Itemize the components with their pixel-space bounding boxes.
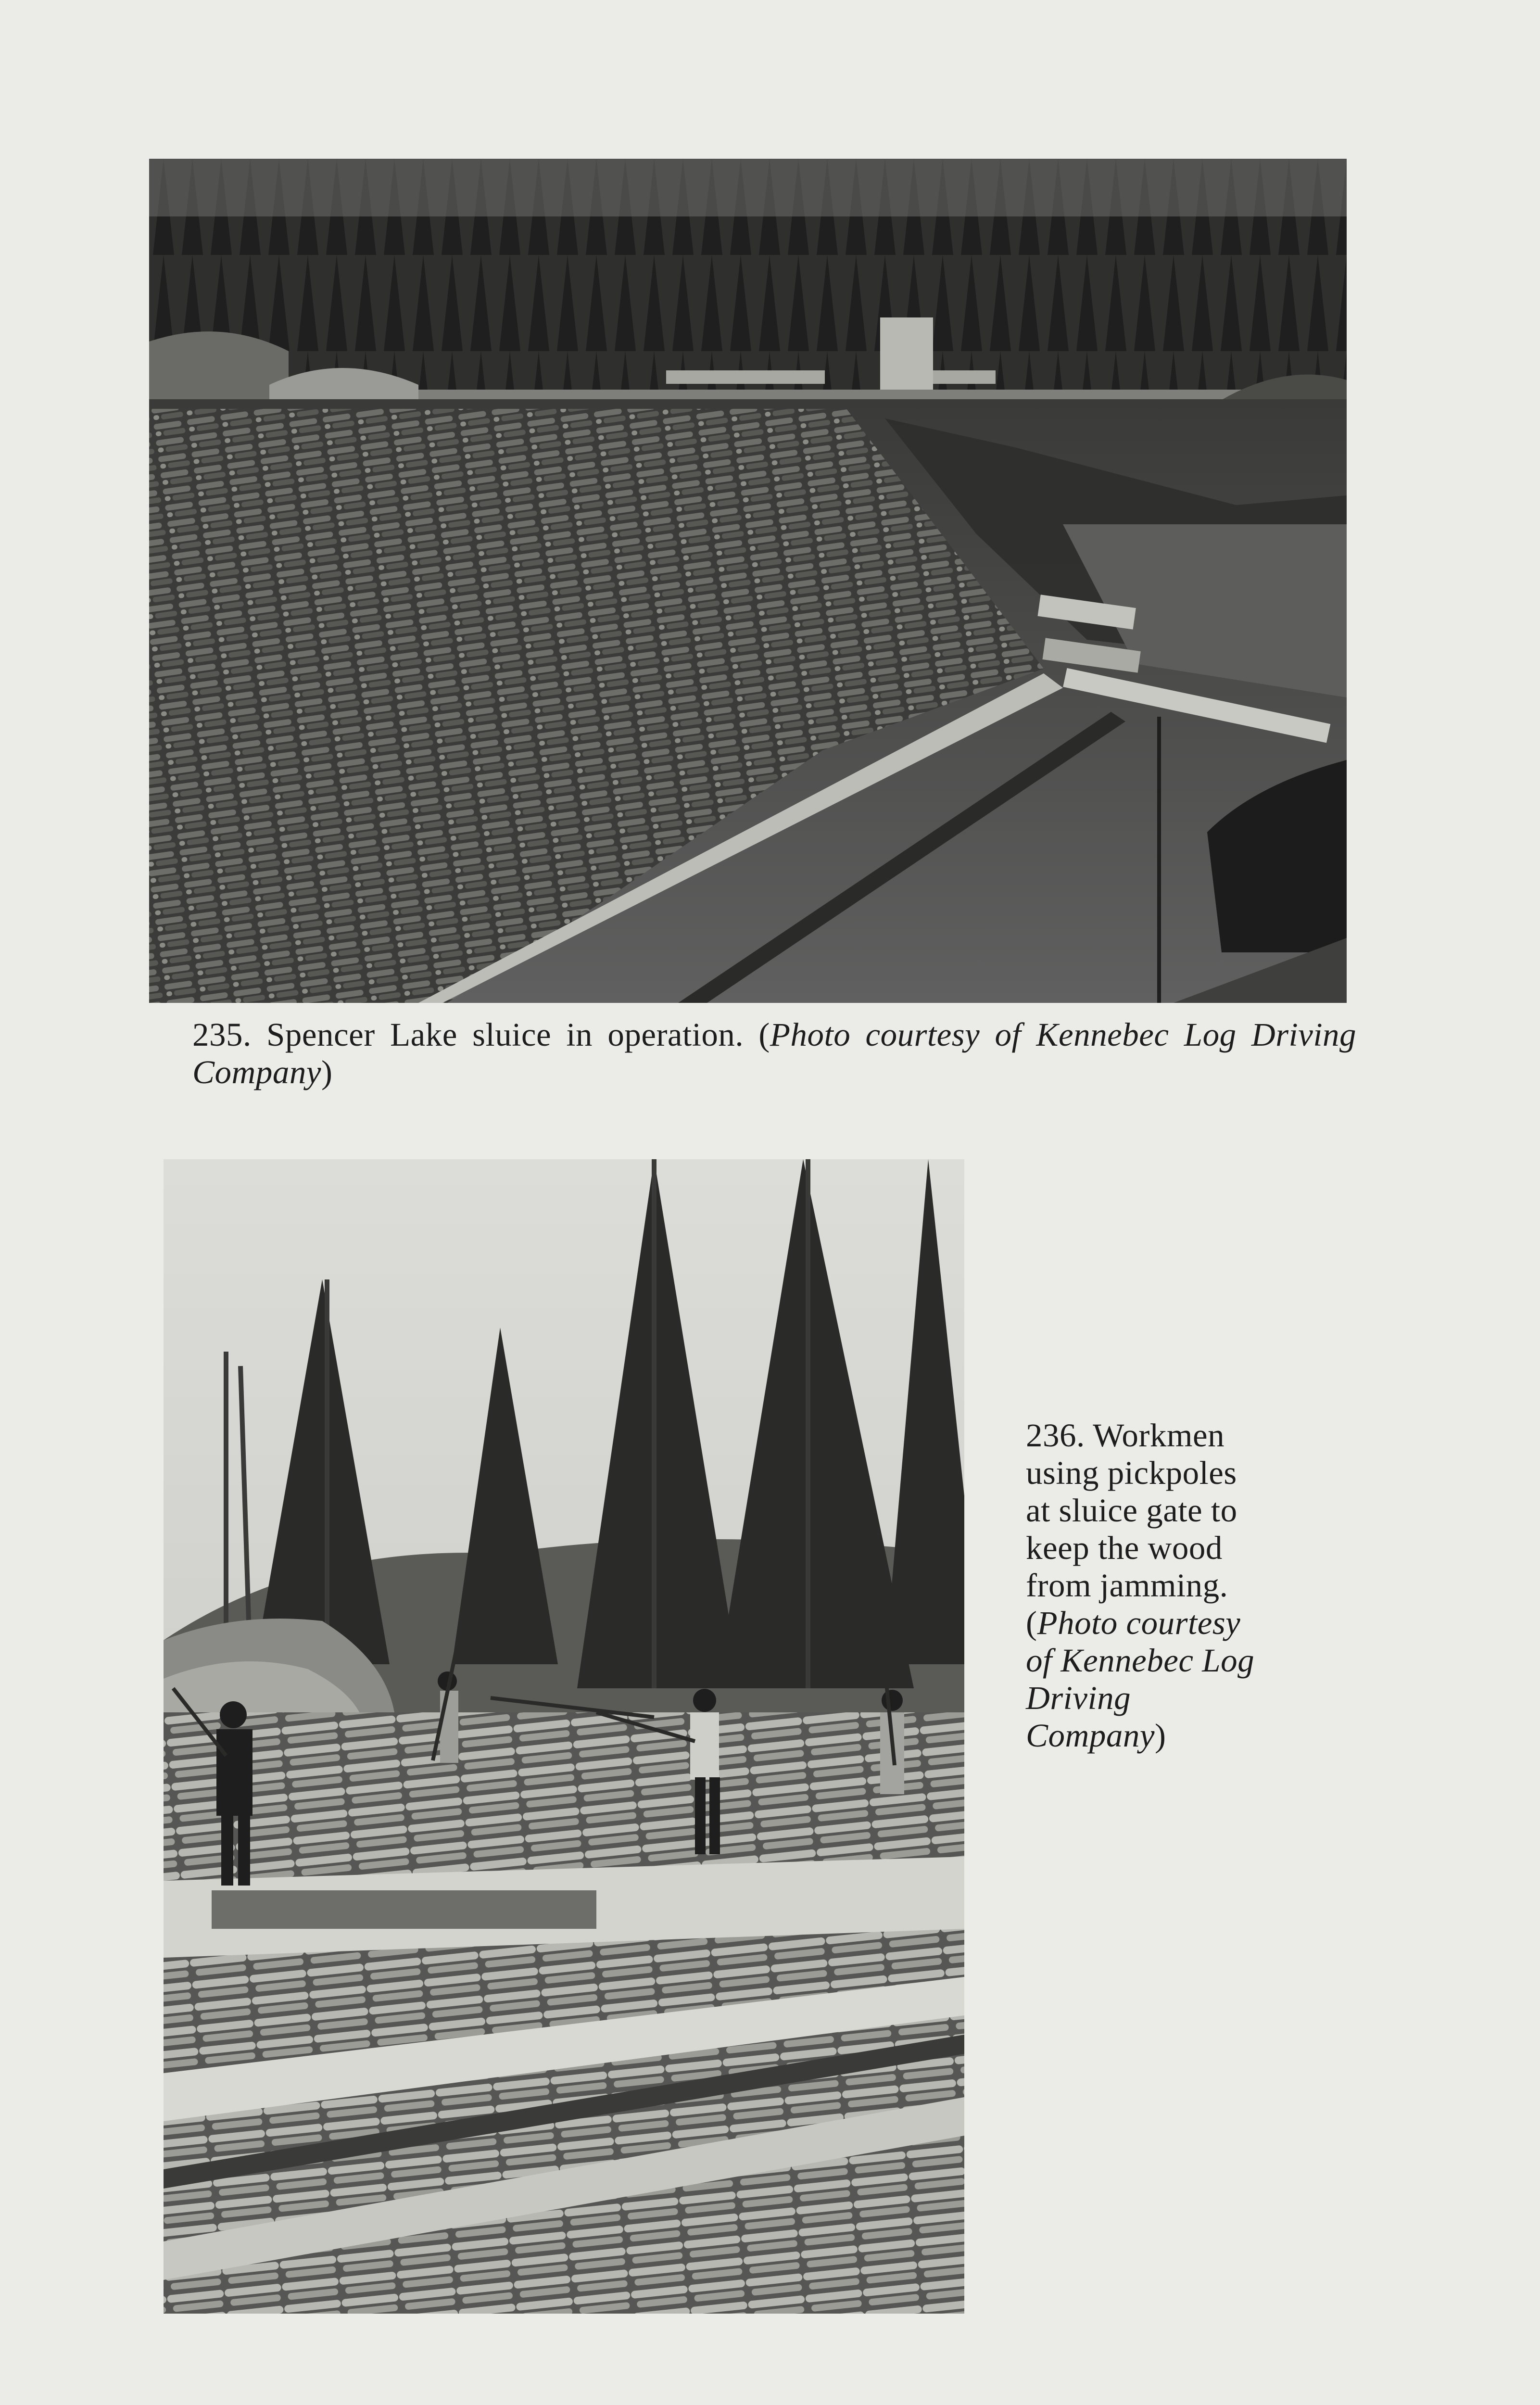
photo-236-image [164,1159,964,2314]
figure-236-credit-2: of Kennebec Log [1026,1642,1255,1679]
figure-235-credit-close: ) [321,1054,333,1090]
caption-figure-236 [1026,1417,1295,1754]
figure-235-credit-2: Driving Company [192,1016,1357,1090]
photo-workmen-pickpoles [164,1159,964,2314]
figure-236-credit-line-4 [1026,1717,1295,1754]
figure-236-credit-open: ( [1026,1605,1037,1641]
figure-235-credit-open: ( [758,1016,770,1053]
photo-235-image [149,159,1347,1003]
figure-236-line-2: using pickpoles [1026,1455,1237,1491]
figure-236-text-1: Workmen [1093,1417,1225,1454]
figure-236-credit-4: Company [1026,1717,1155,1754]
figure-235-credit: Photo courtesy of Kennebec Log [770,1016,1237,1053]
figure-235-number: 235. [192,1016,252,1053]
caption-figure-235 [192,1016,1356,1091]
figure-236-line-5: from jamming. [1026,1567,1228,1604]
figure-236-credit-close: ) [1154,1717,1166,1754]
figure-236-credit-1: Photo courtesy [1037,1605,1241,1641]
figure-236-line-3: at sluice gate to [1026,1492,1237,1529]
figure-236-credit-3: Driving [1026,1680,1131,1716]
photo-spencer-lake-sluice [149,159,1347,1003]
figure-236-number: 236. [1026,1417,1085,1454]
figure-236-line-1 [1026,1417,1295,1454]
figure-235-caption: Spencer Lake sluice in operation. [266,1016,744,1053]
figure-236-line-4: keep the wood [1026,1530,1223,1566]
figure-236-credit-line-1 [1026,1604,1295,1642]
